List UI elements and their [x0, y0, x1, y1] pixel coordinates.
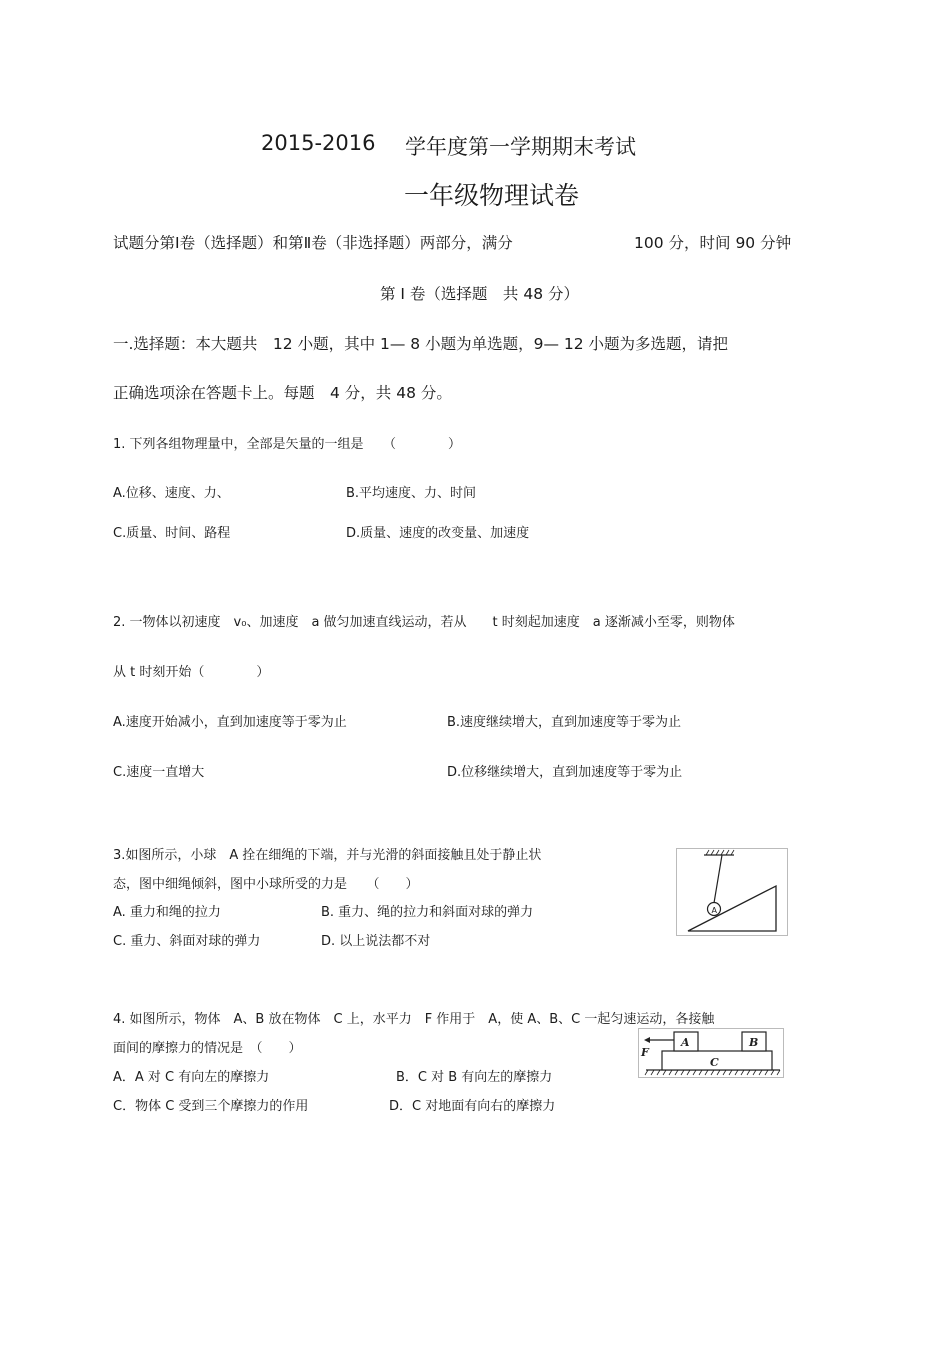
q4-block-b-label: B — [749, 1036, 759, 1049]
q3-option-d: D. 以上说法都不对 — [321, 934, 431, 949]
q3-ball-label: A — [711, 906, 717, 915]
q3-option-a: A. 重力和绳的拉力 — [113, 905, 221, 920]
q2-option-c: C.速度一直增大 — [113, 765, 205, 780]
q4-force-label: F — [641, 1046, 649, 1059]
q4-stem-2: 面间的摩擦力的情况是 （ ） — [113, 1041, 302, 1056]
exam-year: 2015-2016 — [261, 131, 376, 155]
section-title: 第 Ⅰ 卷（选择题 共 48 分） — [380, 285, 580, 303]
intro-text-a: 试题分第Ⅰ卷（选择题）和第Ⅱ卷（非选择题）两部分，满分 — [113, 234, 513, 252]
q2-stem-2: 从 t 时刻开始（ ） — [113, 665, 270, 680]
q4-block-a-label: A — [681, 1036, 690, 1049]
q3-option-c: C. 重力、斜面对球的弹力 — [113, 934, 261, 949]
q4-option-c: C．物体 C 受到三个摩擦力的作用 — [113, 1099, 309, 1114]
q3-figure — [676, 848, 788, 936]
q2-option-a: A.速度开始减小，直到加速度等于零为止 — [113, 715, 347, 730]
section-instruction-2: 正确选项涂在答题卡上。每题 4 分，共 48 分。 — [113, 384, 452, 402]
q2-option-d: D.位移继续增大，直到加速度等于零为止 — [447, 765, 683, 780]
q2-stem-1: 2. 一物体以初速度 v₀、加速度 a 做匀加速直线运动，若从 t 时刻起加速度 a 逐渐减小至零，则物体 — [113, 615, 735, 630]
q3-stem-2: 态，图中细绳倾斜，图中小球所受的力是 （ ） — [113, 877, 419, 892]
q4-stem-1: 4. 如图所示，物体 A、B 放在物体 C 上，水平力 F 作用于 A，使 A、B、C 一起匀速运动，各接触 — [113, 1012, 715, 1027]
q1-stem: 1. 下列各组物理量中，全部是矢量的一组是 （ ） — [113, 437, 462, 452]
intro-text-b: 100 分，时间 90 分钟 — [634, 234, 792, 252]
q4-option-b: B．C 对 B 有向左的摩擦力 — [396, 1070, 553, 1085]
q1-option-d: D.质量、速度的改变量、加速度 — [346, 526, 530, 541]
q4-option-a: A．A 对 C 有向左的摩擦力 — [113, 1070, 270, 1085]
q1-option-b: B.平均速度、力、时间 — [346, 486, 477, 501]
q1-option-a: A.位移、速度、力、 — [113, 486, 230, 501]
exam-subject-title: 一年级物理试卷 — [404, 181, 580, 210]
q4-block-c-label: C — [710, 1056, 719, 1069]
q2-option-b: B.速度继续增大，直到加速度等于零为止 — [447, 715, 682, 730]
q4-option-d: D．C 对地面有向右的摩擦力 — [389, 1099, 556, 1114]
q3-stem-1: 3.如图所示，小球 A 拴在细绳的下端，并与光滑的斜面接触且处于静止状 — [113, 848, 542, 863]
q3-option-b: B. 重力、绳的拉力和斜面对球的弹力 — [321, 905, 534, 920]
q1-option-c: C.质量、时间、路程 — [113, 526, 231, 541]
exam-term: 学年度第一学期期末考试 — [405, 135, 636, 159]
q4-figure — [638, 1028, 784, 1078]
section-instruction-1: 一.选择题：本大题共 12 小题，其中 1— 8 小题为单选题，9— 12 小题为多选题，请把 — [113, 335, 729, 353]
